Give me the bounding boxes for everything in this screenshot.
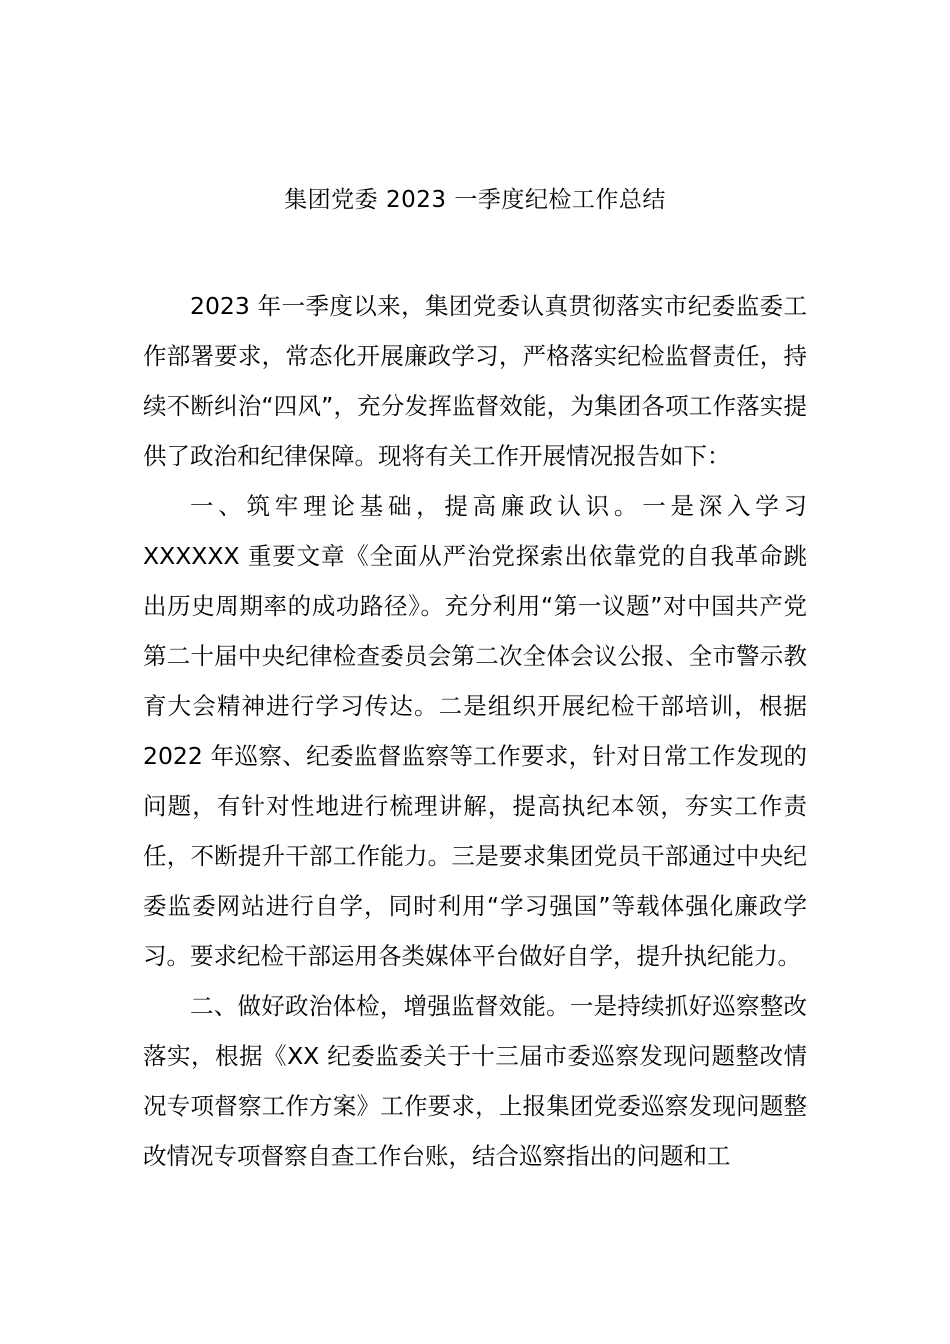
paragraph-section-two: 二、做好政治体检，增强监督效能。一是持续抓好巡察整改落实，根据《XX 纪委监委关于十三届市委巡察发现问题整改情况专项督察工作方案》工作要求，上报集团党委巡察发现问题整改情况专项督察自查工作台账，结合巡察指出的问题和工 <box>143 992 807 1170</box>
document-body <box>143 281 807 1181</box>
document-title: 集团党委 2023 一季度纪检工作总结 <box>284 187 666 213</box>
paragraph-intro: 2023 年一季度以来，集团党委认真贯彻落实市纪委监委工作部署要求，常态化开展廉政学习，严格落实纪检监督责任，持续不断纠治“四风”，充分发挥监督效能，为集团各项工作落实提供了政治和纪律保障。现将有关工作开展情况报告如下： <box>143 292 807 470</box>
paragraph-section-one: 一、筑牢理论基础，提高廉政认识。一是深入学习 XXXXXX 重要文章《全面从严治党探索出依靠党的自我革命跳出历史周期率的成功路径》。充分利用“第一议题”对中国共产党第二十届中央纪律检查委员会第二次全体会议公报、全市警示教育大会精神进行学习传达。二是组织开展纪检干部培训，根据 2022 年巡察、纪委监督监察等工作要求，针对日常工作发现的问题，有针对性地进行梳理讲解，提高执纪本领，夯实工作责任，不断提升干部工作能力。三是要求集团党员干部通过中央纪委监委网站进行自学，同时利用“学习强国”等载体强化廉政学习。要求纪检干部运用各类媒体平台做好自学，提升执纪能力。 <box>143 492 807 970</box>
